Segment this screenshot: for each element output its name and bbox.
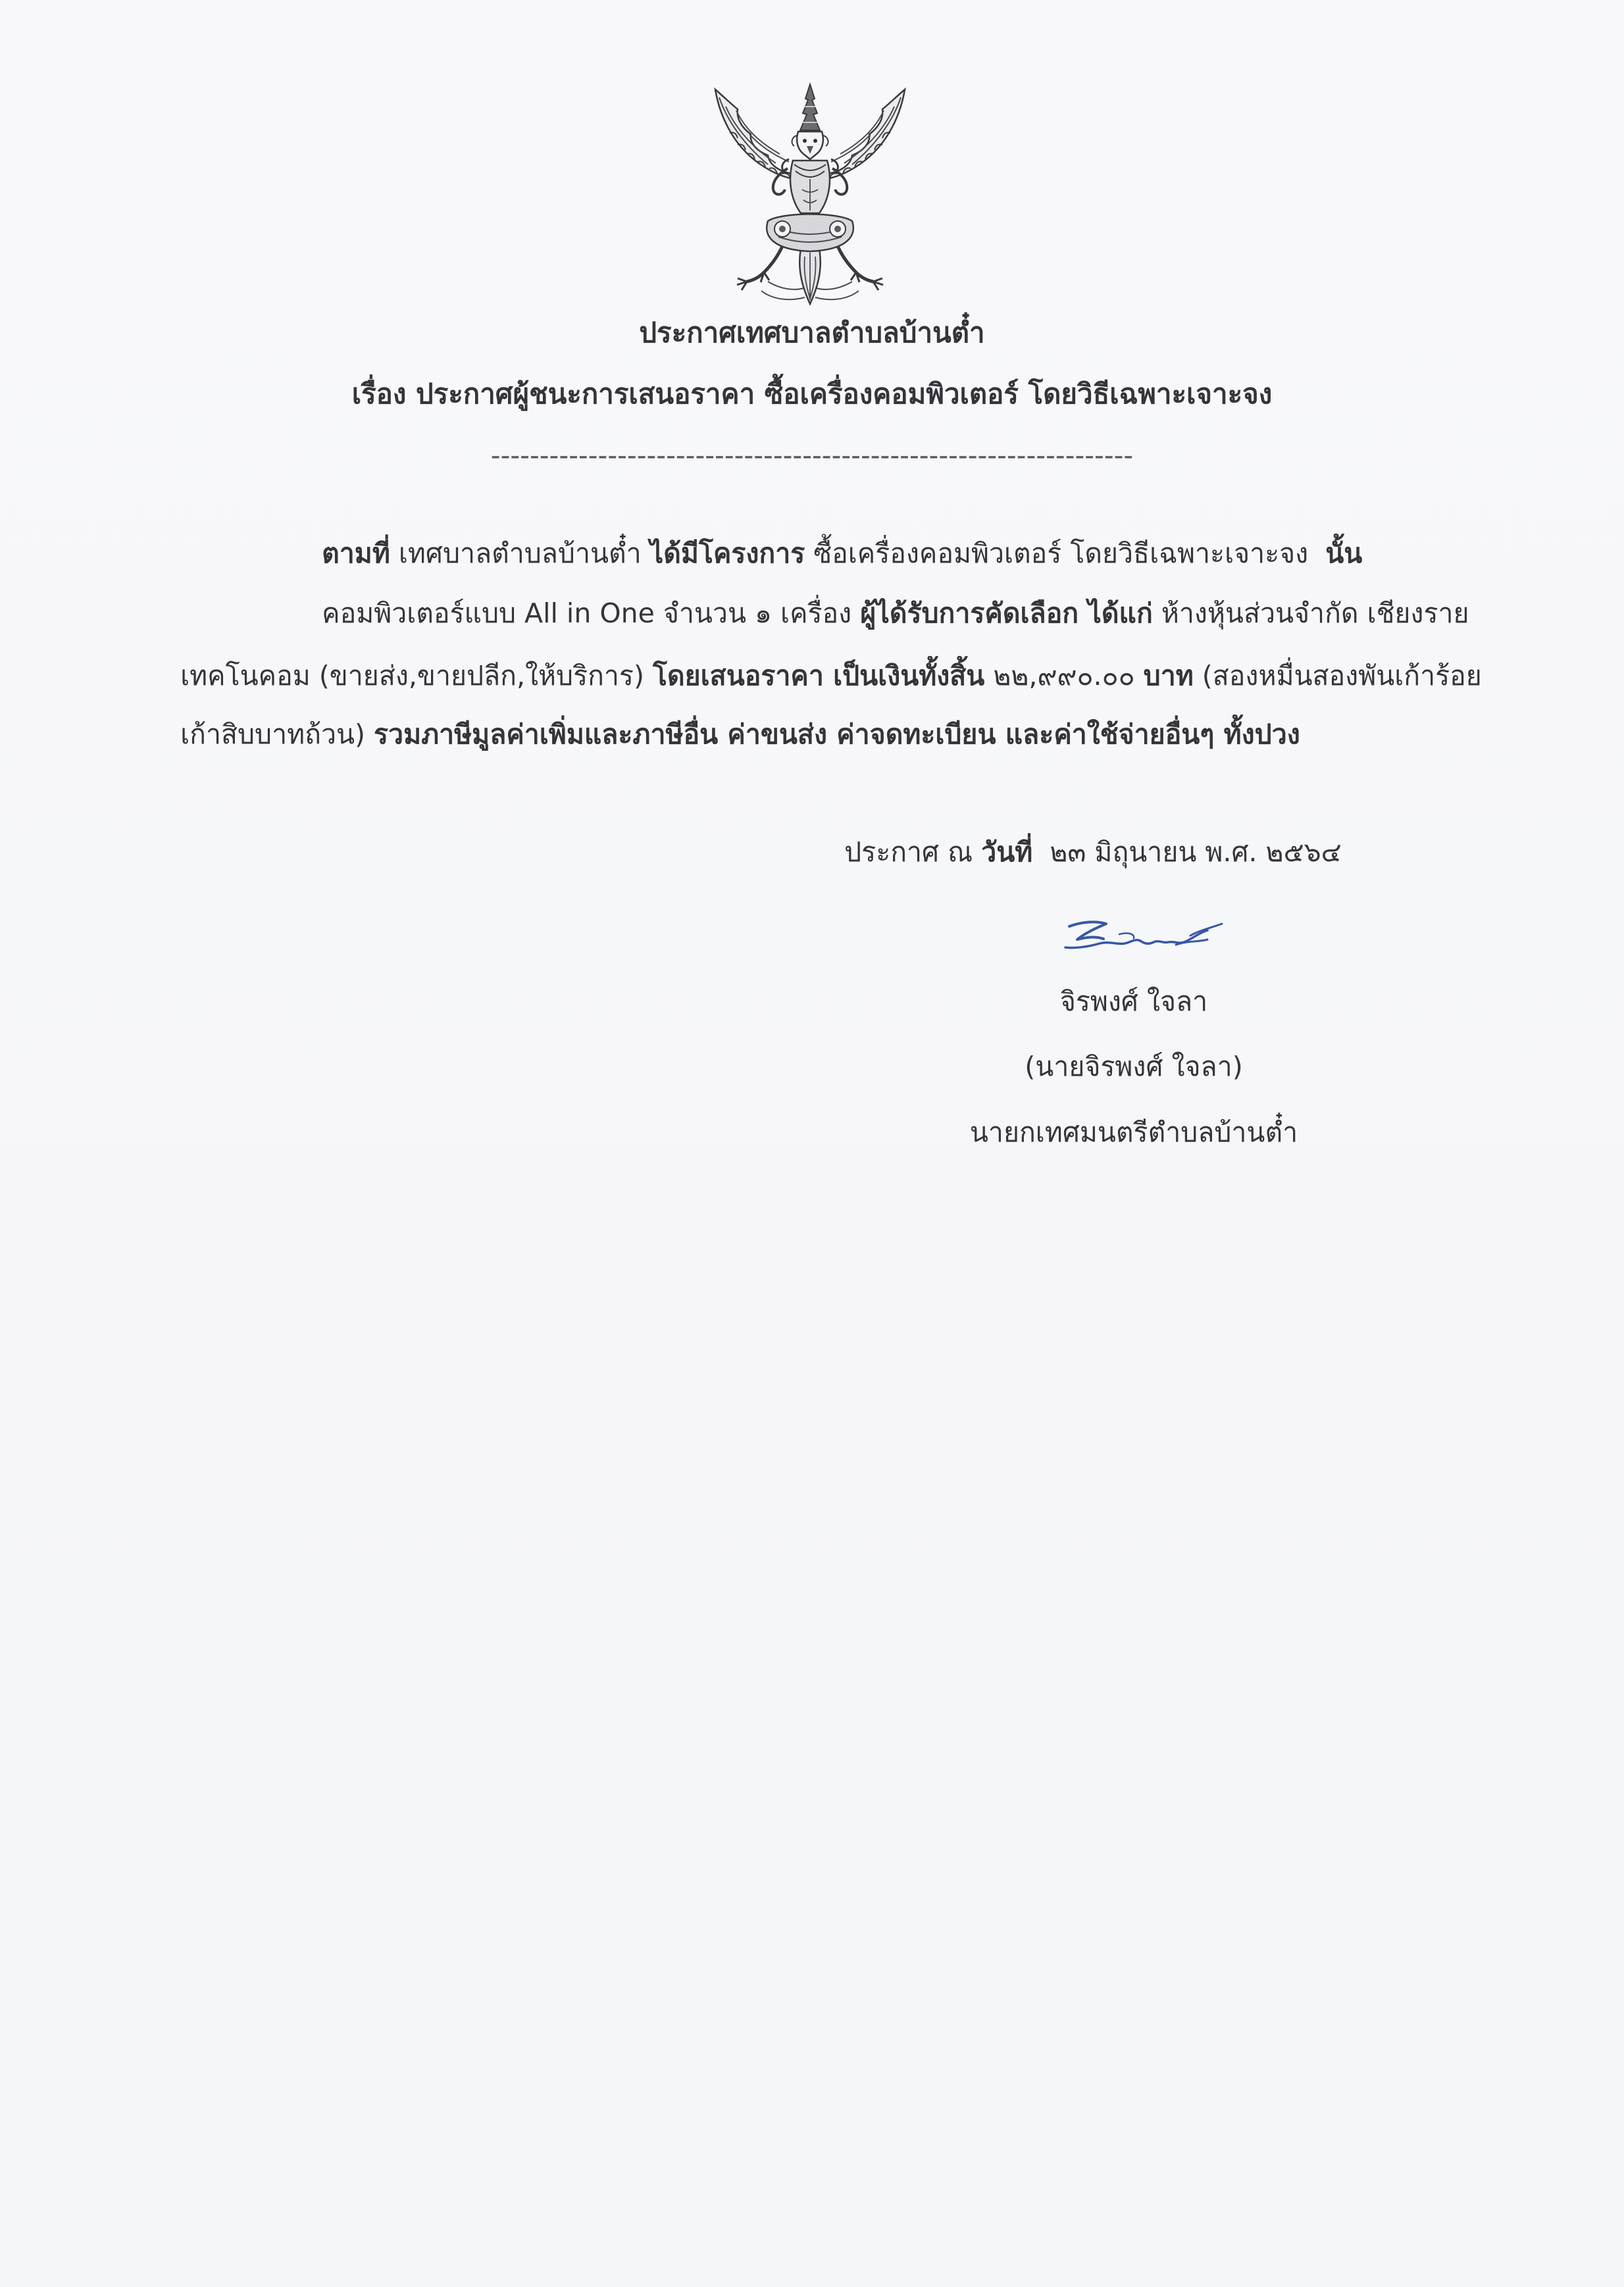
body-paragraph-line (146, 675, 1300, 793)
body-text-bold: โดยเสนอราคา เป็นเงินทั้งสิ้น (652, 660, 985, 691)
document-subject: เรื่อง ประกาศผู้ชนะการเสนอราคา ซื้อเครื่องคอมพิวเตอร์ โดยวิธีเฉพาะเจาะจง (351, 378, 1273, 410)
signatory-full-name: (นายจิรพงศ์ ใจลา) (1025, 1051, 1243, 1082)
body-text: ๒๒,๙๙๐.๐๐ (984, 660, 1144, 691)
date-value: ๒๓ มิถุนายน พ.ศ. ๒๕๖๔ (1032, 836, 1342, 868)
body-text-bold: ได้มีโครงการ (649, 538, 805, 569)
announcement-date (810, 793, 1342, 911)
garuda-tail (799, 249, 821, 304)
document-title: ประกาศเทศบาลตำบลบ้านต๋ำ (639, 316, 985, 349)
garuda-right-limbs (830, 159, 883, 290)
body-text-bold: รวมภาษีมูลค่าเพิ่มและภาษีอื่น ค่าขนส่ง ค่าจดทะเบียน และค่าใช้จ่ายอื่นๆ ทั้งปวง (374, 718, 1300, 750)
body-text-bold: ผู้ได้รับการคัดเลือก ได้แก่ (860, 597, 1153, 629)
body-text-bold: นั้น (1325, 538, 1363, 569)
body-text: ห้างหุ้นส่วนจำกัด เชียงราย (1152, 597, 1469, 629)
garuda-left-limbs (737, 159, 790, 290)
date-label: ประกาศ ณ (844, 836, 982, 868)
garuda-body (790, 161, 830, 213)
body-text: ซื้อเครื่องคอมพิวเตอร์ โดยวิธีเฉพาะเจาะจง (805, 538, 1326, 569)
body-text-bold: บาท (1143, 660, 1194, 691)
garuda-head (792, 132, 828, 159)
handwritten-signature (1056, 915, 1231, 961)
date-label-bold: วันที่ (981, 836, 1033, 868)
body-text: (สองหมื่นสองพันเก้าร้อย (1193, 660, 1482, 691)
body-text: คอมพิวเตอร์แบบ All in One จำนวน ๑ เครื่อง (322, 597, 861, 629)
body-text-bold: ตามที่ (322, 538, 390, 569)
separator-line: ------------------------------------------------------------------ (490, 440, 1134, 471)
body-text: เก้าสิบบาทถ้วน) (180, 718, 374, 750)
signatory-name: จิรพงศ์ ใจลา (1059, 986, 1208, 1017)
garuda-crown (800, 84, 820, 130)
garuda-emblem-icon (705, 80, 915, 307)
body-text: เทศบาลตำบลบ้านต๋ำ (390, 538, 650, 569)
signatory-position: นายกเทศมนตรีตำบลบ้านต๋ำ (969, 1117, 1298, 1148)
body-text: เทคโนคอม (ขายส่ง,ขายปลีก,ให้บริการ) (180, 660, 653, 691)
